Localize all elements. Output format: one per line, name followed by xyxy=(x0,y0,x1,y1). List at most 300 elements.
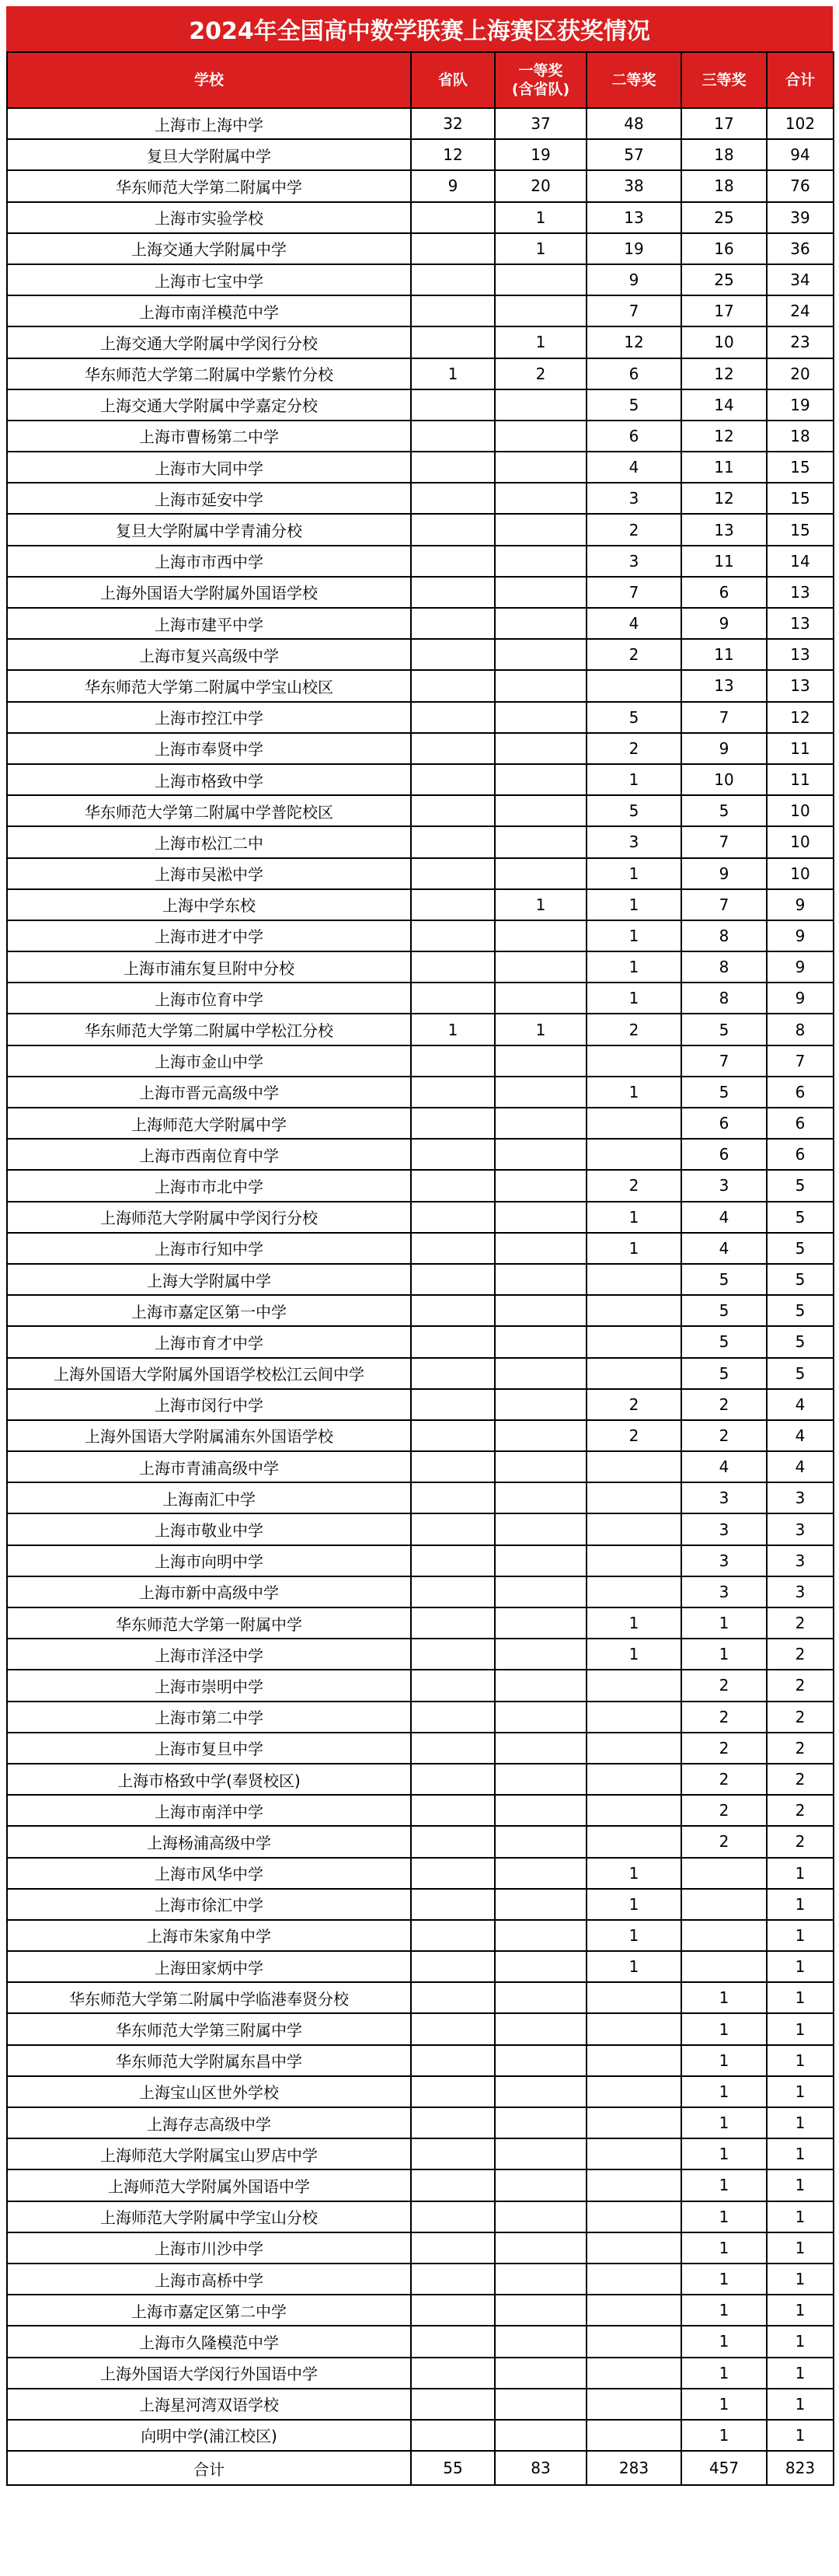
second-prize-cell: 6 xyxy=(587,358,681,389)
school-cell: 上海市实验学校 xyxy=(7,202,411,233)
second-prize-cell: 1 xyxy=(587,764,681,795)
third-prize-cell: 13 xyxy=(681,670,767,701)
third-prize-cell: 6 xyxy=(681,1139,767,1170)
total-cell: 15 xyxy=(767,452,834,483)
table-row xyxy=(7,2138,834,2169)
provincial-team-cell xyxy=(411,1639,495,1670)
first-prize-cell xyxy=(495,1889,587,1920)
provincial-team-cell: 9 xyxy=(411,170,495,201)
second-prize-cell: 2 xyxy=(587,1420,681,1451)
total-cell: 2 xyxy=(767,1670,834,1701)
total-cell: 1 xyxy=(767,2138,834,2169)
first-prize-cell xyxy=(495,1139,587,1170)
header-first-prize-line2: (含省队) xyxy=(511,81,570,98)
first-prize-cell xyxy=(495,1482,587,1513)
total-cell: 12 xyxy=(767,702,834,733)
second-prize-cell: 1 xyxy=(587,1607,681,1639)
table-row xyxy=(7,1607,834,1639)
first-prize-cell xyxy=(495,826,587,857)
second-prize-cell: 1 xyxy=(587,889,681,920)
school-cell: 上海市上海中学 xyxy=(7,108,411,139)
provincial-team-cell xyxy=(411,483,495,514)
third-prize-cell: 1 xyxy=(681,2264,767,2295)
third-prize-cell: 1 xyxy=(681,2138,767,2169)
total-cell: 24 xyxy=(767,295,834,326)
second-prize-cell: 2 xyxy=(587,639,681,670)
third-prize-cell xyxy=(681,1920,767,1951)
first-prize-cell: 1 xyxy=(495,1014,587,1045)
page-title: 2024年全国高中数学联赛上海赛区获奖情况 xyxy=(6,6,833,51)
third-prize-cell: 4 xyxy=(681,1233,767,1264)
second-prize-cell: 2 xyxy=(587,1170,681,1201)
first-prize-cell xyxy=(495,1982,587,2013)
first-prize-cell xyxy=(495,452,587,483)
second-prize-cell: 1 xyxy=(587,1889,681,1920)
third-prize-cell: 16 xyxy=(681,233,767,264)
provincial-team-cell xyxy=(411,1513,495,1545)
total-cell: 1 xyxy=(767,2107,834,2138)
school-cell: 上海交通大学附属中学嘉定分校 xyxy=(7,389,411,421)
first-prize-cell xyxy=(495,1170,587,1201)
provincial-team-cell xyxy=(411,889,495,920)
total-cell: 1 xyxy=(767,2169,834,2201)
third-prize-cell xyxy=(681,1858,767,1889)
third-prize-cell: 5 xyxy=(681,1077,767,1108)
table-row xyxy=(7,983,834,1014)
table-row xyxy=(7,1451,834,1482)
table-row xyxy=(7,826,834,857)
second-prize-cell xyxy=(587,2169,681,2201)
table-row xyxy=(7,1639,834,1670)
first-prize-cell xyxy=(495,2107,587,2138)
total-cell: 6 xyxy=(767,1139,834,1170)
total-cell: 5 xyxy=(767,1202,834,1233)
school-cell: 上海市向明中学 xyxy=(7,1545,411,1576)
total-cell: 9 xyxy=(767,951,834,983)
first-prize-cell xyxy=(495,1545,587,1576)
first-prize-cell xyxy=(495,1295,587,1326)
third-prize-cell: 2 xyxy=(681,1733,767,1764)
first-prize-cell xyxy=(495,1576,587,1607)
total-cell: 2 xyxy=(767,1795,834,1826)
total-cell: 1 xyxy=(767,2045,834,2076)
school-cell: 上海市嘉定区第一中学 xyxy=(7,1295,411,1326)
second-prize-cell xyxy=(587,1670,681,1701)
provincial-team-cell xyxy=(411,1326,495,1357)
total-cell: 36 xyxy=(767,233,834,264)
first-prize-cell xyxy=(495,951,587,983)
header-total: 合计 xyxy=(767,52,834,108)
table-row xyxy=(7,2295,834,2326)
school-cell: 上海市嘉定区第二中学 xyxy=(7,2295,411,2326)
table-row xyxy=(7,1077,834,1108)
total-cell: 1 xyxy=(767,2013,834,2044)
second-prize-cell xyxy=(587,2107,681,2138)
school-cell: 上海市格致中学(奉贤校区) xyxy=(7,1764,411,1795)
total-cell: 3 xyxy=(767,1513,834,1545)
school-cell: 上海交通大学附属中学闵行分校 xyxy=(7,326,411,358)
second-prize-cell xyxy=(587,1545,681,1576)
second-prize-cell xyxy=(587,2045,681,2076)
total-cell: 9 xyxy=(767,889,834,920)
total-label: 合计 xyxy=(7,2451,411,2485)
table-row xyxy=(7,1045,834,1077)
total-cell: 14 xyxy=(767,546,834,577)
table-row xyxy=(7,1389,834,1420)
first-prize-cell xyxy=(495,1951,587,1982)
first-prize-cell xyxy=(495,1607,587,1639)
total-cell: 3 xyxy=(767,1576,834,1607)
second-prize-cell: 1 xyxy=(587,1233,681,1264)
second-prize-cell: 1 xyxy=(587,1920,681,1951)
provincial-team-cell xyxy=(411,1764,495,1795)
second-prize-cell: 2 xyxy=(587,514,681,545)
school-cell: 上海大学附属中学 xyxy=(7,1264,411,1295)
third-prize-cell: 17 xyxy=(681,108,767,139)
table-row xyxy=(7,358,834,389)
third-prize-cell: 1 xyxy=(681,2358,767,2389)
school-cell: 上海市川沙中学 xyxy=(7,2232,411,2264)
table-row xyxy=(7,1826,834,1857)
first-prize-cell xyxy=(495,1264,587,1295)
provincial-team-cell xyxy=(411,233,495,264)
total-provincial-team: 55 xyxy=(411,2451,495,2485)
third-prize-cell: 1 xyxy=(681,2326,767,2357)
table-row xyxy=(7,1233,834,1264)
provincial-team-cell xyxy=(411,1358,495,1389)
school-cell: 上海存志高级中学 xyxy=(7,2107,411,2138)
school-cell: 华东师范大学第一附属中学 xyxy=(7,1607,411,1639)
first-prize-cell xyxy=(495,1045,587,1077)
school-cell: 复旦大学附属中学青浦分校 xyxy=(7,514,411,545)
total-cell: 1 xyxy=(767,2358,834,2389)
first-prize-cell xyxy=(495,2389,587,2420)
second-prize-cell xyxy=(587,1358,681,1389)
school-cell: 上海师范大学附属宝山罗店中学 xyxy=(7,2138,411,2169)
third-prize-cell: 6 xyxy=(681,1108,767,1139)
provincial-team-cell xyxy=(411,608,495,639)
first-prize-cell xyxy=(495,2232,587,2264)
school-cell: 上海外国语大学附属外国语学校松江云间中学 xyxy=(7,1358,411,1389)
provincial-team-cell xyxy=(411,1670,495,1701)
total-cell: 1 xyxy=(767,1920,834,1951)
third-prize-cell: 11 xyxy=(681,546,767,577)
third-prize-cell: 7 xyxy=(681,889,767,920)
second-prize-cell xyxy=(587,1795,681,1826)
school-cell: 上海市敬业中学 xyxy=(7,1513,411,1545)
first-prize-cell xyxy=(495,421,587,452)
table-row xyxy=(7,2169,834,2201)
table-row xyxy=(7,2232,834,2264)
total-sum: 823 xyxy=(767,2451,834,2485)
provincial-team-cell xyxy=(411,764,495,795)
total-cell: 13 xyxy=(767,639,834,670)
provincial-team-cell xyxy=(411,2201,495,2232)
second-prize-cell xyxy=(587,2358,681,2389)
total-cell: 4 xyxy=(767,1451,834,1482)
third-prize-cell: 1 xyxy=(681,1982,767,2013)
total-cell: 9 xyxy=(767,920,834,951)
total-cell: 1 xyxy=(767,2264,834,2295)
second-prize-cell: 48 xyxy=(587,108,681,139)
third-prize-cell: 2 xyxy=(681,1826,767,1857)
table-row xyxy=(7,2420,834,2451)
second-prize-cell xyxy=(587,1482,681,1513)
total-cell: 76 xyxy=(767,170,834,201)
school-cell: 上海市七宝中学 xyxy=(7,264,411,295)
provincial-team-cell xyxy=(411,1295,495,1326)
first-prize-cell xyxy=(495,1108,587,1139)
first-prize-cell xyxy=(495,264,587,295)
first-prize-cell xyxy=(495,2013,587,2044)
second-prize-cell: 6 xyxy=(587,421,681,452)
provincial-team-cell xyxy=(411,326,495,358)
second-prize-cell xyxy=(587,2420,681,2451)
provincial-team-cell xyxy=(411,2264,495,2295)
second-prize-cell xyxy=(587,2013,681,2044)
provincial-team-cell xyxy=(411,795,495,826)
second-prize-cell xyxy=(587,1264,681,1295)
provincial-team-cell xyxy=(411,2295,495,2326)
first-prize-cell xyxy=(495,1733,587,1764)
second-prize-cell: 1 xyxy=(587,1077,681,1108)
total-cell: 4 xyxy=(767,1389,834,1420)
third-prize-cell: 8 xyxy=(681,951,767,983)
third-prize-cell: 6 xyxy=(681,577,767,608)
second-prize-cell: 3 xyxy=(587,546,681,577)
third-prize-cell: 11 xyxy=(681,452,767,483)
second-prize-cell xyxy=(587,1139,681,1170)
third-prize-cell: 1 xyxy=(681,2201,767,2232)
second-prize-cell xyxy=(587,1045,681,1077)
provincial-team-cell xyxy=(411,1858,495,1889)
third-prize-cell: 13 xyxy=(681,514,767,545)
first-prize-cell xyxy=(495,389,587,421)
school-cell: 上海市奉贤中学 xyxy=(7,733,411,764)
first-prize-cell xyxy=(495,702,587,733)
school-cell: 上海市市西中学 xyxy=(7,546,411,577)
first-prize-cell xyxy=(495,1826,587,1857)
table-body xyxy=(7,108,834,2451)
second-prize-cell: 3 xyxy=(587,483,681,514)
provincial-team-cell xyxy=(411,858,495,889)
total-cell: 1 xyxy=(767,2389,834,2420)
first-prize-cell xyxy=(495,2138,587,2169)
provincial-team-cell xyxy=(411,1077,495,1108)
second-prize-cell: 3 xyxy=(587,826,681,857)
table-row xyxy=(7,1482,834,1513)
total-cell: 1 xyxy=(767,1982,834,2013)
second-prize-cell xyxy=(587,1982,681,2013)
school-cell: 上海市吴淞中学 xyxy=(7,858,411,889)
total-cell: 5 xyxy=(767,1170,834,1201)
third-prize-cell: 2 xyxy=(681,1764,767,1795)
table-row xyxy=(7,1889,834,1920)
provincial-team-cell: 12 xyxy=(411,139,495,170)
provincial-team-cell xyxy=(411,2045,495,2076)
header-first-prize-line1: 一等奖 xyxy=(518,62,563,79)
first-prize-cell xyxy=(495,1077,587,1108)
total-cell: 2 xyxy=(767,1702,834,1733)
header-row xyxy=(7,52,834,108)
school-cell: 上海市格致中学 xyxy=(7,764,411,795)
second-prize-cell: 1 xyxy=(587,920,681,951)
first-prize-cell: 19 xyxy=(495,139,587,170)
table-row xyxy=(7,1576,834,1607)
school-cell: 华东师范大学第二附属中学普陀校区 xyxy=(7,795,411,826)
third-prize-cell: 7 xyxy=(681,702,767,733)
provincial-team-cell xyxy=(411,514,495,545)
total-cell: 1 xyxy=(767,2326,834,2357)
table-row xyxy=(7,170,834,201)
third-prize-cell: 11 xyxy=(681,639,767,670)
total-cell: 19 xyxy=(767,389,834,421)
first-prize-cell xyxy=(495,1233,587,1264)
second-prize-cell: 5 xyxy=(587,795,681,826)
table-row xyxy=(7,1951,834,1982)
provincial-team-cell xyxy=(411,702,495,733)
table-row xyxy=(7,1545,834,1576)
school-cell: 华东师范大学第三附属中学 xyxy=(7,2013,411,2044)
school-cell: 上海市久隆模范中学 xyxy=(7,2326,411,2357)
second-prize-cell: 12 xyxy=(587,326,681,358)
total-cell: 102 xyxy=(767,108,834,139)
table-row xyxy=(7,1982,834,2013)
awards-table xyxy=(6,51,834,2486)
third-prize-cell: 1 xyxy=(681,2107,767,2138)
third-prize-cell: 25 xyxy=(681,202,767,233)
header-school: 学校 xyxy=(7,52,411,108)
second-prize-cell: 1 xyxy=(587,983,681,1014)
table-row xyxy=(7,1420,834,1451)
total-first-prize: 83 xyxy=(495,2451,587,2485)
school-cell: 华东师范大学第二附属中学紫竹分校 xyxy=(7,358,411,389)
total-cell: 39 xyxy=(767,202,834,233)
first-prize-cell xyxy=(495,2295,587,2326)
table-row xyxy=(7,920,834,951)
first-prize-cell xyxy=(495,1795,587,1826)
school-cell: 上海市建平中学 xyxy=(7,608,411,639)
total-cell: 5 xyxy=(767,1358,834,1389)
total-cell: 10 xyxy=(767,858,834,889)
table-row xyxy=(7,139,834,170)
total-cell: 1 xyxy=(767,2076,834,2107)
first-prize-cell xyxy=(495,2201,587,2232)
table-row xyxy=(7,795,834,826)
first-prize-cell xyxy=(495,2264,587,2295)
third-prize-cell: 18 xyxy=(681,170,767,201)
third-prize-cell: 1 xyxy=(681,2076,767,2107)
second-prize-cell: 2 xyxy=(587,1014,681,1045)
school-cell: 上海市大同中学 xyxy=(7,452,411,483)
provincial-team-cell xyxy=(411,2358,495,2389)
third-prize-cell: 12 xyxy=(681,421,767,452)
third-prize-cell: 25 xyxy=(681,264,767,295)
table-row xyxy=(7,2076,834,2107)
provincial-team-cell xyxy=(411,1389,495,1420)
school-cell: 上海中学东校 xyxy=(7,889,411,920)
second-prize-cell xyxy=(587,2264,681,2295)
provincial-team-cell xyxy=(411,1482,495,1513)
provincial-team-cell xyxy=(411,546,495,577)
school-cell: 上海市松江二中 xyxy=(7,826,411,857)
provincial-team-cell xyxy=(411,1733,495,1764)
school-cell: 上海市行知中学 xyxy=(7,1233,411,1264)
total-cell: 5 xyxy=(767,1326,834,1357)
second-prize-cell xyxy=(587,1295,681,1326)
provincial-team-cell xyxy=(411,1982,495,2013)
provincial-team-cell xyxy=(411,670,495,701)
school-cell: 上海市朱家角中学 xyxy=(7,1920,411,1951)
second-prize-cell: 1 xyxy=(587,1951,681,1982)
third-prize-cell: 2 xyxy=(681,1702,767,1733)
total-row xyxy=(7,2451,834,2485)
second-prize-cell xyxy=(587,2326,681,2357)
second-prize-cell: 19 xyxy=(587,233,681,264)
first-prize-cell xyxy=(495,514,587,545)
total-cell: 1 xyxy=(767,2295,834,2326)
third-prize-cell: 9 xyxy=(681,608,767,639)
table-row xyxy=(7,670,834,701)
total-cell: 13 xyxy=(767,608,834,639)
school-cell: 上海市青浦高级中学 xyxy=(7,1451,411,1482)
second-prize-cell xyxy=(587,2295,681,2326)
school-cell: 上海市控江中学 xyxy=(7,702,411,733)
table-row xyxy=(7,514,834,545)
table-row xyxy=(7,1139,834,1170)
school-cell: 上海市市北中学 xyxy=(7,1170,411,1201)
first-prize-cell xyxy=(495,1202,587,1233)
total-cell: 4 xyxy=(767,1420,834,1451)
second-prize-cell xyxy=(587,1108,681,1139)
first-prize-cell xyxy=(495,2420,587,2451)
school-cell: 上海交通大学附属中学 xyxy=(7,233,411,264)
table-row xyxy=(7,452,834,483)
table-row xyxy=(7,889,834,920)
third-prize-cell: 9 xyxy=(681,733,767,764)
total-cell: 1 xyxy=(767,2201,834,2232)
third-prize-cell: 2 xyxy=(681,1670,767,1701)
provincial-team-cell: 1 xyxy=(411,1014,495,1045)
school-cell: 上海市位育中学 xyxy=(7,983,411,1014)
total-cell: 7 xyxy=(767,1045,834,1077)
total-cell: 5 xyxy=(767,1264,834,1295)
table-row xyxy=(7,1170,834,1201)
total-cell: 10 xyxy=(767,795,834,826)
second-prize-cell: 1 xyxy=(587,858,681,889)
table-row xyxy=(7,2264,834,2295)
provincial-team-cell xyxy=(411,2076,495,2107)
first-prize-cell xyxy=(495,2358,587,2389)
second-prize-cell: 2 xyxy=(587,733,681,764)
third-prize-cell: 5 xyxy=(681,1295,767,1326)
third-prize-cell: 1 xyxy=(681,1639,767,1670)
total-cell: 8 xyxy=(767,1014,834,1045)
first-prize-cell xyxy=(495,795,587,826)
first-prize-cell: 1 xyxy=(495,326,587,358)
table-row xyxy=(7,1702,834,1733)
second-prize-cell xyxy=(587,1326,681,1357)
provincial-team-cell xyxy=(411,826,495,857)
provincial-team-cell xyxy=(411,202,495,233)
provincial-team-cell xyxy=(411,1920,495,1951)
first-prize-cell: 37 xyxy=(495,108,587,139)
header-second-prize: 二等奖 xyxy=(587,52,681,108)
table-row xyxy=(7,858,834,889)
third-prize-cell: 1 xyxy=(681,2420,767,2451)
total-cell: 3 xyxy=(767,1545,834,1576)
table-row xyxy=(7,2107,834,2138)
